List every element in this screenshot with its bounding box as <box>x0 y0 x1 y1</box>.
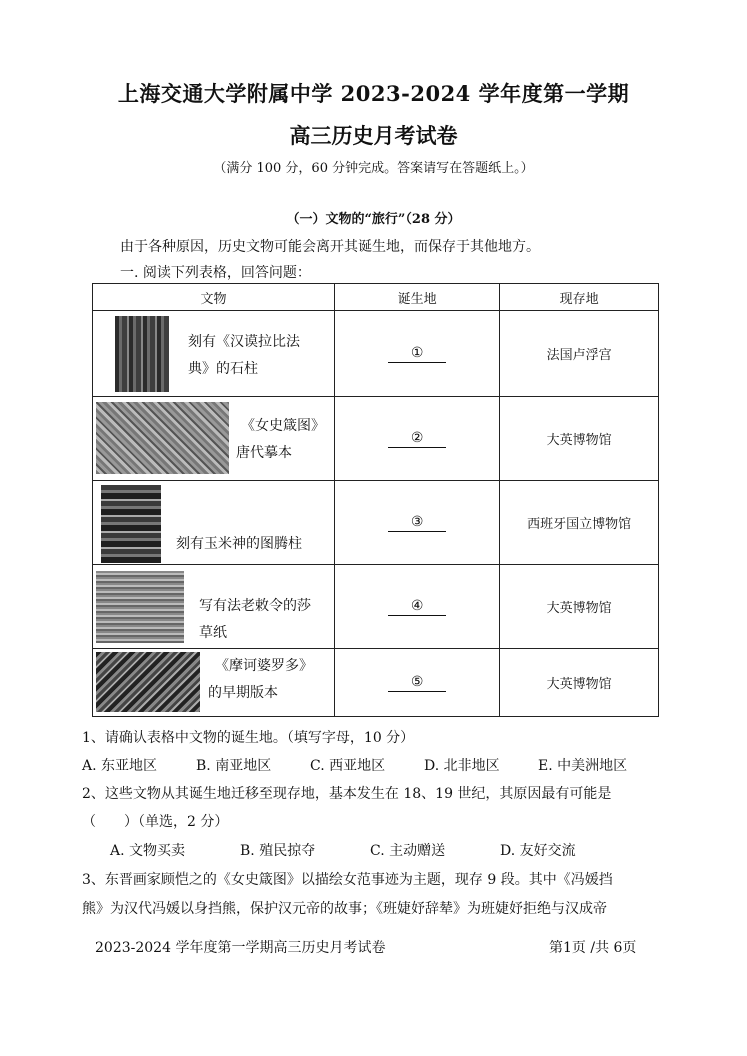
question-3: 3、东晋画家顾恺之的《女史箴图》以描绘女范事迹为主题，现存 9 段。其中《冯媛挡 <box>82 872 613 888</box>
q1-option-c: C. 西亚地区 <box>310 758 386 774</box>
birthplace-cell <box>335 311 500 397</box>
footer-page-number: 第1页 /共 6页 <box>549 940 637 956</box>
table-row <box>93 649 659 717</box>
q2-option-a: A. 文物买卖 <box>110 843 186 859</box>
relic-cell <box>93 397 335 481</box>
section-heading: （一）文物的“旅行”（28 分） <box>286 212 461 227</box>
location-cell: 大英博物馆 <box>500 397 659 481</box>
footer-exam-name: 2023-2024 学年度第一学期高三历史月考试卷 <box>95 940 386 956</box>
table-row <box>93 565 659 649</box>
relic-cell <box>93 649 335 717</box>
relic-name: 刻有《汉谟拉比法 <box>188 334 300 350</box>
birthplace-cell <box>335 649 500 717</box>
relic-name: 《摩诃婆罗多》 <box>215 658 313 674</box>
location-cell: 法国卢浮宫 <box>500 311 659 397</box>
location-cell: 西班牙国立博物馆 <box>500 481 659 565</box>
header-relic: 文物 <box>93 284 335 311</box>
relic-cell <box>93 481 335 565</box>
answer-blank: ① <box>388 344 446 363</box>
relic-name: 写有法老敕令的莎 <box>199 598 311 614</box>
papyrus-photo-icon <box>96 571 184 643</box>
question-2-paren: （ ）（单选，2 分） <box>82 814 229 830</box>
relic-name-cont: 的早期版本 <box>208 685 278 701</box>
q2-option-d: D. 友好交流 <box>500 843 576 859</box>
relic-name-cont: 草纸 <box>199 625 227 641</box>
q2-option-c: C. 主动赠送 <box>370 843 446 859</box>
header-current-location: 现存地 <box>500 284 659 311</box>
q1-option-b: B. 南亚地区 <box>196 758 272 774</box>
relic-cell <box>93 565 335 649</box>
relic-cell <box>93 311 335 397</box>
section-intro: 由于各种原因，历史文物可能会离开其诞生地，而保存于其他地方。 <box>120 239 540 255</box>
birthplace-cell <box>335 397 500 481</box>
table-row <box>93 311 659 397</box>
relic-name-cont: 典》的石柱 <box>188 361 258 377</box>
answer-blank: ④ <box>388 597 446 616</box>
exam-note: （满分 100 分，60 分钟完成。答案请写在答题纸上。） <box>213 161 534 176</box>
scroll-painting-photo-icon <box>96 402 229 474</box>
totem-pole-photo-icon <box>101 485 161 563</box>
exam-title: 上海交通大学附属中学 2023-2024 学年度第一学期 <box>117 81 630 106</box>
birthplace-cell <box>335 565 500 649</box>
table-row <box>93 397 659 481</box>
header-birthplace: 诞生地 <box>335 284 500 311</box>
section-instruction: 一. 阅读下列表格，回答问题： <box>120 265 311 281</box>
answer-blank: ③ <box>388 513 446 532</box>
answer-blank: ⑤ <box>388 673 446 692</box>
relic-name: 《女史箴图》 <box>241 418 325 434</box>
table-row <box>93 481 659 565</box>
q2-option-b: B. 殖民掠夺 <box>240 843 316 859</box>
exam-subtitle: 高三历史月考试卷 <box>289 123 458 148</box>
manuscript-photo-icon <box>96 652 200 712</box>
table-header-row <box>93 284 659 311</box>
q1-option-e: E. 中美洲地区 <box>538 758 628 774</box>
stone-stele-photo-icon <box>115 316 169 392</box>
question-3-cont: 熊》为汉代冯媛以身挡熊，保护汉元帝的故事；《班婕妤辞辇》为班婕妤拒绝与汉成帝 <box>82 901 607 917</box>
q1-option-a: A. 东亚地区 <box>82 758 158 774</box>
relic-name: 刻有玉米神的图腾柱 <box>176 536 302 552</box>
location-cell: 大英博物馆 <box>500 565 659 649</box>
relic-table <box>92 283 659 717</box>
answer-blank: ② <box>388 429 446 448</box>
location-cell: 大英博物馆 <box>500 649 659 717</box>
birthplace-cell <box>335 481 500 565</box>
relic-name-cont: 唐代摹本 <box>236 445 292 461</box>
question-2: 2、这些文物从其诞生地迁移至现存地，基本发生在 18、19 世纪，其原因最有可能是 <box>82 786 612 802</box>
question-1: 1、请确认表格中文物的诞生地。（填写字母，10 分） <box>82 730 415 746</box>
q1-option-d: D. 北非地区 <box>424 758 500 774</box>
